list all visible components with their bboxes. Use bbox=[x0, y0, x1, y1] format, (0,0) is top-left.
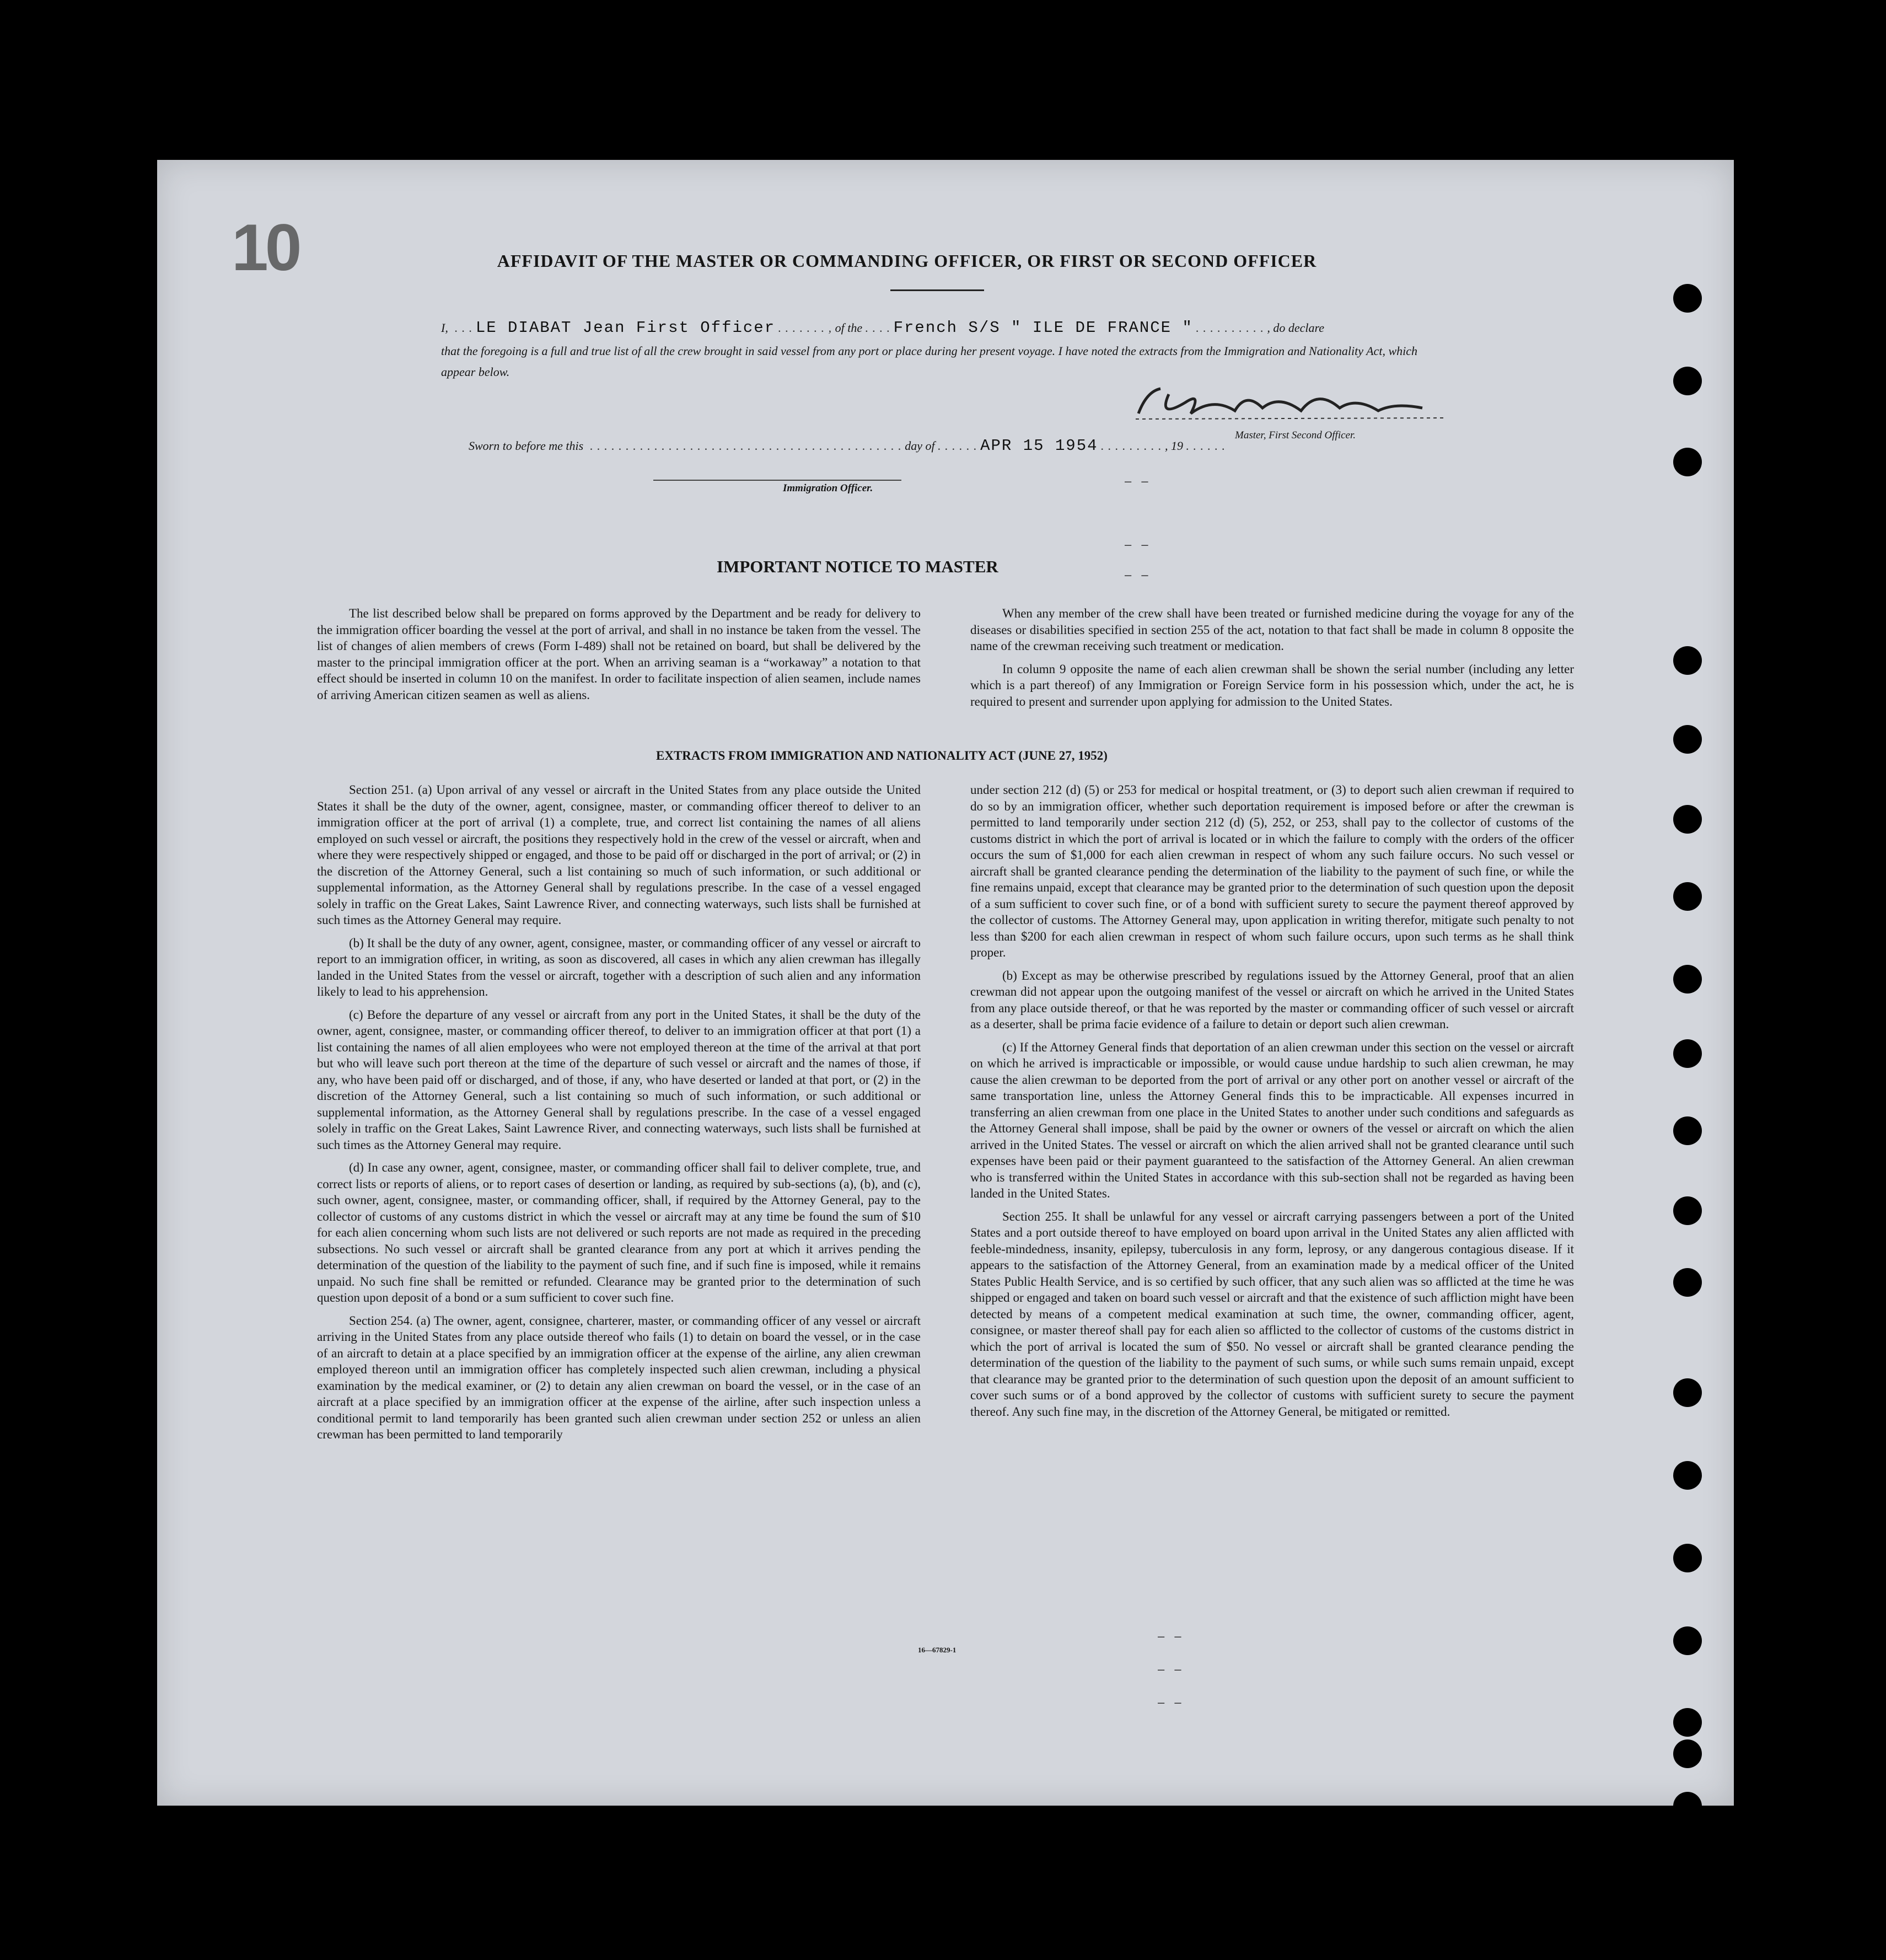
notice-paragraph: In column 9 opposite the name of each alien crewman shall be shown the serial number (including any letter which is a part thereof) of any Immigration or Foreign Service form in his possession which, under the act, he is required to present and surrender upon applying for admission to the United States. bbox=[970, 662, 1574, 708]
extract-paragraph: (c) If the Attorney General finds that deportation of an alien crewman under this section on the vessel or aircraft on which he arrived is impracticable or impossible, or would cause undue hardship to such alien crewman, he may cause the alien crewman to be deported from the port of arrival or any other port on another vessel or aircraft of the same transportation line, unless the Attorney General finds this to be impracticable. All expenses incurred in transferring an alien crewman from one place in the United States to another under such conditions and safeguards as the Attorney General shall impose, shall be paid by the owner or owners of the vessel or aircraft on which the alien arrived in the United States. The vessel or aircraft on which the alien arrived shall not be granted clearance until such expenses have been paid or their payment guaranteed to the satisfaction of the Attorney General. An alien crewman who is transferred within the United States in accordance with this sub-section shall not be regarded as having been landed in the United States. bbox=[970, 1040, 1574, 1200]
immigration-officer-line bbox=[653, 480, 901, 481]
tick-mark: – – bbox=[1125, 568, 1152, 582]
punch-hole bbox=[1673, 1196, 1702, 1225]
extracts-left-column bbox=[317, 782, 921, 1449]
day-of-label: day of bbox=[905, 439, 935, 453]
punch-hole bbox=[1673, 1039, 1702, 1068]
punch-hole bbox=[1673, 882, 1702, 911]
form-number: 16—67829-1 bbox=[918, 1646, 957, 1654]
of-the-label: of the bbox=[835, 321, 863, 335]
affidavit-title: AFFIDAVIT OF THE MASTER OR COMMANDING OFFICER, OR FIRST OR SECOND OFFICER bbox=[497, 251, 1317, 271]
extract-paragraph: (b) It shall be the duty of any owner, agent, consignee, master, or commanding officer of any vessel or aircraft to report to an immigration officer, in writing, as soon as discovered, all cases in which any alien crewman has illegally landed in the United States from the vessel or aircraft, together with a description of such alien and any information likely to lead to his apprehension. bbox=[317, 936, 921, 998]
extract-paragraph: Section 255. It shall be unlawful for any vessel or aircraft carrying passengers between a port of the United States and a port outside thereof to have employed on board upon arrival in the United States any alien afflicted with feeble-mindedness, insanity, epilepsy, tuberculosis in any form, leprosy, or any dangerous contagious disease. If it appears to the satisfaction of the Attorney General, from an examination made by a medical officer of the United States Public Health Service, and is so certified by such officer, that any such alien was so afflicted at the time he was shipped or engaged and taken on board such vessel or aircraft and that the existence of such affliction might have been detected by means of a competent medical examination at such time, the owner, commanding officer, agent, consignee, or master thereof shall pay for each alien so afflicted to the collector of customs of the customs district in which the port of arrival is located the sum of $50. No vessel or aircraft shall be granted clearance pending the determination of the question of the liability to the payment of such sums, or while such sums remain unpaid, except that clearance may be granted prior to the determination of such question upon the deposit of an amount sufficient to cover such sums or of a bond approved by the collector of customs with sufficient surety to secure the payment thereof. Any such fine may, in the discretion of the Attorney General, be mitigated or remitted. bbox=[970, 1209, 1574, 1419]
declaration-statement: that the foregoing is a full and true list of all the crew brought in said vessel from any port or place during her present voyage. I have noted the extracts from the Immigration and Nationality Act, which appear below. bbox=[441, 344, 1417, 379]
signature bbox=[1136, 380, 1444, 442]
notice-right-column bbox=[970, 605, 1574, 716]
punch-hole bbox=[1673, 1708, 1702, 1737]
extract-paragraph: Section 251. (a) Upon arrival of any vessel or aircraft in the United States from any place outside the United States it shall be the duty of the owner, agent, consignee, master, or commanding officer thereof to deliver to an immigration officer at the port of arrival (1) a complete, true, and correct list containing the names of all aliens employed on such vessel or aircraft, the positions they respectively hold in the crew of the vessel or aircraft, when and where they were respectively shipped or engaged, and those to be paid off or discharged in the port of arrival; or (2) in the discretion of the Attorney General, such a list containing so much of such information, or such additional or supplemental information, as the Attorney General shall by regulations prescribe. In the case of a vessel engaged solely in traffic on the Great Lakes, Saint Lawrence River, and connecting waterways, such lists shall be furnished at such times as the Attorney General may require. bbox=[317, 783, 921, 927]
notice-paragraph: The list described below shall be prepared on forms approved by the Department and be ready for delivery to the immigration officer boarding the vessel at the port of arrival, and shall in no instance be taken from the vessel. The list of changes of alien members of crews (Form I-489) shall not be retained on board, but shall be delivered by the master to the principal immigration officer at the port. When an arriving seaman is a “workaway” a notation to that effect should be inserted in column 10 on the manifest. In order to facilitate inspection of alien seamen, include names of arriving American citizen seamen as well as aliens. bbox=[317, 606, 921, 702]
notice-title: IMPORTANT NOTICE TO MASTER bbox=[717, 557, 998, 576]
punch-hole bbox=[1673, 965, 1702, 994]
sworn-line: Sworn to before me this . . . . . . . . . . . . . . . . . . . . . . . . . . . . . . . . . . . . . . . . . . . . day of . . . . . . APR 15 1954 . . . . . . . . . , 19 . . . . . . bbox=[469, 437, 1226, 455]
tick-mark: – – bbox=[1158, 1695, 1185, 1709]
tick-mark: – – bbox=[1125, 538, 1152, 551]
notice-left-column bbox=[317, 605, 921, 710]
tick-mark: – – bbox=[1125, 474, 1152, 488]
signature-caption: Master, First Second Officer. bbox=[1235, 429, 1356, 441]
sworn-date: APR 15 1954 bbox=[980, 437, 1098, 455]
punch-hole bbox=[1673, 1544, 1702, 1572]
punch-hole bbox=[1673, 1116, 1702, 1145]
extract-paragraph: under section 212 (d) (5) or 253 for medical or hospital treatment, or (3) to deport such alien crewman if required to do so by an immigration officer, whether such deportation requirement is imposed before or after the crewman is permitted to land temporarily under section 212 (d) (5), 252, or 253, shall pay to the collector of customs of the customs district in which the port of arrival is located or in which the failure to comply with the orders of the officer occurs the sum of $1,000 for each alien crewman in respect of whom any such failure occurs. No such vessel or aircraft shall be granted clearance pending the determination of the liability to the payment of such fine, or while the fine remains unpaid, except that clearance may be granted prior to the determination of such question upon the deposit of a sum sufficient to cover such fine, or of a bond with sufficient surety to secure the payment thereof approved by the collector of customs. The Attorney General may, upon application in writing therefor, mitigate such penalty to not less than $200 for each alien crewman in respect of whom such failure occurs, upon such terms as he shall think proper. bbox=[970, 783, 1574, 959]
title-underline bbox=[890, 289, 984, 291]
extracts-right-column bbox=[970, 782, 1574, 1426]
punch-hole bbox=[1673, 646, 1702, 675]
do-declare-label: , do declare bbox=[1267, 321, 1325, 335]
vessel-name: French S/S " ILE DE FRANCE " bbox=[893, 319, 1193, 337]
punch-hole bbox=[1673, 367, 1702, 395]
year-label: , 19 bbox=[1165, 439, 1184, 453]
extract-paragraph: Section 254. (a) The owner, agent, consignee, charterer, master, or commanding officer of any vessel or aircraft arriving in the United States from any place outside thereof who fails (1) to detain on board the vessel, or in the case of an aircraft to detain at a place specified by an immigration officer at the expense of the airline, any alien crewman employed thereon until an immigration officer has completely inspected such alien crewman, including a physical examination by the medical examiner, or (2) to detain any alien crewman on board the vessel, or in the case of an aircraft at a place specified by an immigration officer at the expense of the airline, after such inspection unless a conditional permit to land temporarily has been granted such alien crewman under section 252 or unless an alien crewman has been permitted to land temporarily bbox=[317, 1313, 921, 1441]
punch-hole bbox=[1673, 284, 1702, 313]
extracts-title: EXTRACTS FROM IMMIGRATION AND NATIONALITY ACT (JUNE 27, 1952) bbox=[656, 749, 1108, 762]
extract-paragraph: (d) In case any owner, agent, consignee, master, or commanding officer shall fail to deliver complete, true, and correct lists or reports of aliens, or to report cases of desertion or landing, as required by sub-sections (a), (b), and (c), such owner, agent, consignee, master, or commanding officer, shall, if required by the Attorney General, pay to the collector of customs of any customs district in which the vessel or aircraft may at any time be found the sum of $10 for each alien concerning whom such lists are not delivered or such reports are not made as required in the preceding subsections. No such vessel or aircraft shall be granted clearance from any port at which it arrives pending the determination of the question of the liability to the payment of such fine, and if such fine is imposed, while it remains unpaid. No such fine shall be remitted or refunded. Clearance may be granted prior to the determination of such question upon deposit of a bond or a sum sufficient to cover such fine. bbox=[317, 1161, 921, 1304]
extract-paragraph: (b) Except as may be otherwise prescribed by regulations issued by the Attorney General, proof that an alien crewman did not appear upon the outgoing manifest of the vessel or aircraft on which he arrived in the United States from any place outside thereof, or that he was reported by the master or commanding officer of such vessel or aircraft as a deserter, shall be prima facie evidence of a failure to detain or deport such alien crewman. bbox=[970, 968, 1574, 1031]
tick-mark: – – bbox=[1158, 1662, 1185, 1676]
punch-hole bbox=[1673, 725, 1702, 754]
punch-hole bbox=[1673, 1378, 1702, 1407]
punch-hole bbox=[1673, 1739, 1702, 1768]
notice-paragraph: When any member of the crew shall have been treated or furnished medicine during the voyage for any of the diseases or disabilities specified in section 255 of the act, notation to that fact shall be made in column 8 opposite the name of the crewman receiving such treatment or medication. bbox=[970, 606, 1574, 653]
sworn-label: Sworn to before me this bbox=[469, 439, 584, 453]
punch-hole bbox=[1673, 1461, 1702, 1490]
declaration-line: I, . . . LE DIABAT Jean First Officer . . . . . . . , of the . . . . French S/S " ILE DE FRANCE " . . . . . . . . . . , do declare bbox=[441, 319, 1325, 337]
signature-scrawl bbox=[1136, 380, 1444, 430]
tick-mark: – – bbox=[1158, 1629, 1185, 1643]
punch-hole bbox=[1673, 1626, 1702, 1655]
punch-hole bbox=[1673, 805, 1702, 834]
immigration-officer-label: Immigration Officer. bbox=[783, 482, 873, 494]
declaration-prefix: I, bbox=[441, 321, 448, 335]
punch-hole bbox=[1673, 448, 1702, 476]
extract-paragraph: (c) Before the departure of any vessel or aircraft from any port in the United States, it shall be the duty of the owner, agent, consignee, master, or commanding officer thereof, to deliver to an immigration officer at that port (1) a list containing the names of all alien employees who were not employed thereon at the time of the arrival at that port but who will leave such port thereon at the time of the departure of such vessel or aircraft and the names of those, if any, who have been paid off or discharged, and of those, if any, who have deserted or landed at that port, or (2) in the discretion of the Attorney General, such a list containing so much of such information, or such additional or supplemental information, as the Attorney General shall by regulations prescribe. In the case of a vessel engaged solely in traffic on the Great Lakes, Saint Lawrence River, and connecting waterways, such lists shall be furnished at such times as the Attorney General may require. bbox=[317, 1007, 921, 1152]
punch-hole bbox=[1673, 1268, 1702, 1297]
punch-hole bbox=[1673, 1793, 1702, 1822]
page-number-stamp: 10 bbox=[232, 211, 299, 284]
officer-name: LE DIABAT Jean First Officer bbox=[475, 319, 776, 337]
